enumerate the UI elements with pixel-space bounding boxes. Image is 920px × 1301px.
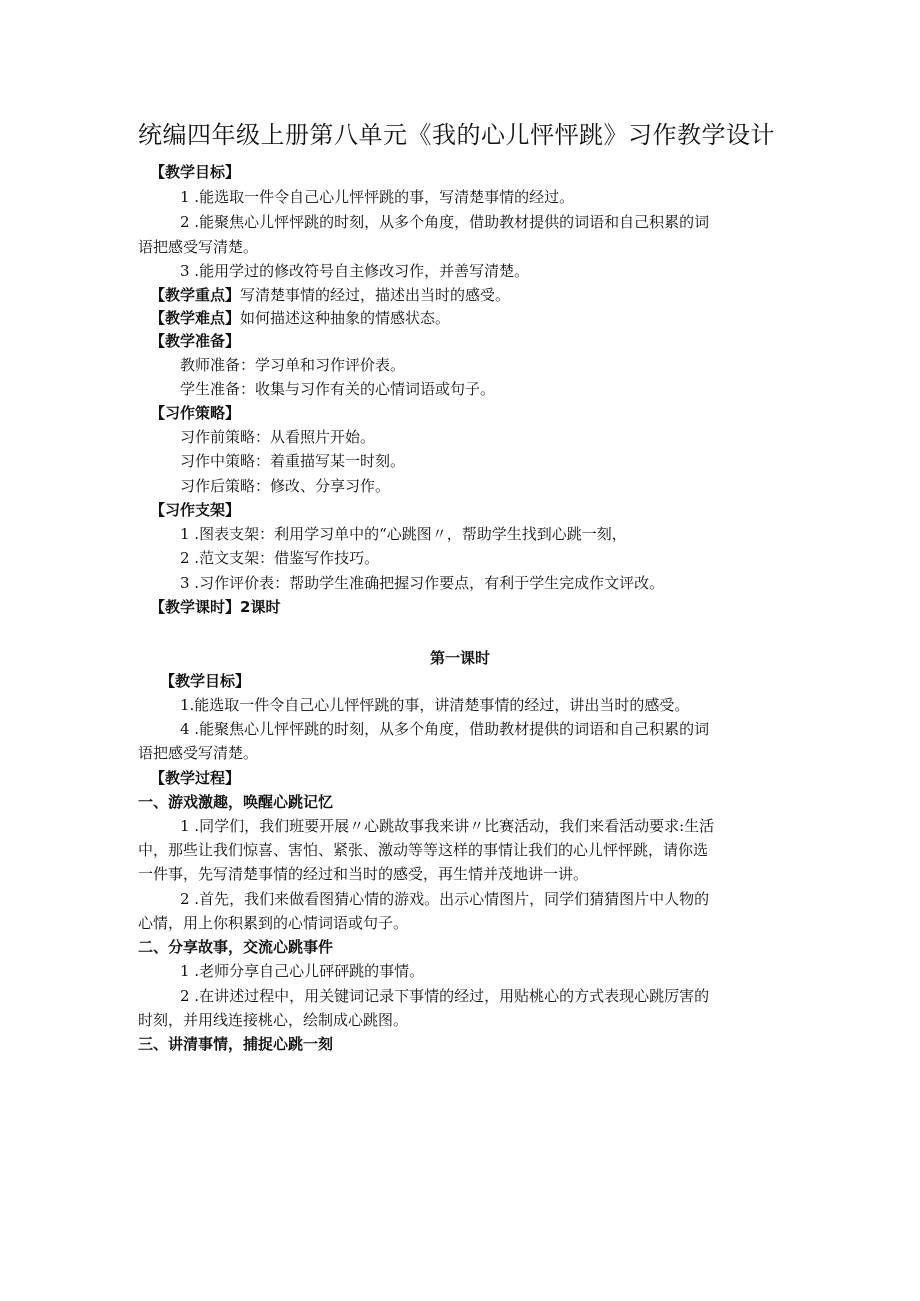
- objectives-heading: 【教学目标】: [150, 163, 241, 181]
- scaffold-item: 2 .范文支架：借鉴写作技巧。: [180, 549, 380, 567]
- section2-line: 时刻，并用线连接桃心，绘制成心跳图。: [138, 1011, 409, 1029]
- objective-item: 3 .能用学过的修改符号自主修改习作，并善写清楚。: [180, 262, 530, 280]
- preparation-heading: 【教学准备】: [150, 332, 241, 350]
- lesson1-objectives-heading: 【教学目标】: [160, 672, 251, 690]
- strategy-item: 习作前策略：从看照片开始。: [180, 428, 376, 446]
- preparation-item: 学生准备：收集与习作有关的心情词语或句子。: [180, 380, 496, 398]
- preparation-item: 教师准备：学习单和习作评价表。: [180, 356, 406, 374]
- section2-line: 1 .老师分享自己心儿砰砰跳的事情。: [180, 962, 425, 980]
- section1-line: 1 .同学们，我们班要开展〃心跳故事我来讲〃比赛活动，我们来看活动要求:生活: [180, 817, 715, 835]
- lesson1-heading: 第一课时: [429, 649, 490, 667]
- lesson1-objective-item: 4 .能聚焦心儿怦怦跳的时刻，从多个角度，借助教材提供的词语和自己积累的词: [180, 720, 710, 738]
- lesson1-objective-item: 1.能选取一件令自己心儿怦怦跳的事，讲清楚事情的经过，讲出当时的感受。: [180, 696, 690, 714]
- difficulty-label: 【教学难点】: [150, 309, 241, 327]
- section1-line: 心情，用上你积累到的心情词语或句子。: [138, 914, 409, 932]
- section1-line: 中，那些让我们惊喜、害怕、紧张、激动等等这样的事情让我们的心儿怦怦跳，请你选: [138, 841, 709, 859]
- objective-item: 2 .能聚焦心儿怦怦跳的时刻，从多个角度，借助教材提供的词语和自己积累的词: [180, 213, 710, 231]
- difficulty-text: 如何描述这种抽象的情感状态。: [240, 309, 451, 327]
- section2-line: 2 .在讲述过程中，用关键词记录下事情的经过，用贴桃心的方式表现心跳厉害的: [180, 987, 710, 1005]
- objective-item: 1 .能选取一件令自己心儿怦怦跳的事，写清楚事情的经过。: [180, 188, 575, 206]
- objective-item-continued: 语把感受写清楚。: [138, 238, 259, 256]
- key-point-label: 【教学重点】: [150, 286, 241, 304]
- scaffold-item: 1 .图表支架：利用学习单中的“心跳图〃，帮助学生找到心跳一刻，: [180, 525, 627, 543]
- section1-heading: 一、游戏激趣，唤醒心跳记忆: [138, 793, 334, 811]
- document-title: 统编四年级上册第八单元《我的心儿怦怦跳》习作教学设计: [138, 121, 775, 149]
- key-point: [150, 283, 510, 307]
- strategy-item: 习作后策略：修改、分享习作。: [180, 477, 391, 495]
- section2-heading: 二、分享故事，交流心跳事件: [138, 938, 334, 956]
- lesson1-objective-item-continued: 语把感受写清楚。: [138, 744, 259, 762]
- strategy-item: 习作中策略：着重描写某一时刻。: [180, 452, 406, 470]
- class-hours: 【教学课时】2课时: [150, 598, 281, 616]
- process-heading: 【教学过程】: [150, 769, 241, 787]
- key-point-text: 写清楚事情的经过，描述出当时的感受。: [240, 286, 511, 304]
- difficulty: [150, 306, 450, 330]
- section1-line: 2 .首先，我们来做看图猜心情的游戏。出示心情图片，同学们猜猜图片中人物的: [180, 890, 710, 908]
- scaffold-heading: 【习作支架】: [150, 501, 241, 519]
- section1-line: 一件事，先写清楚事情的经过和当时的感受，再生情并茂地讲一讲。: [138, 865, 589, 883]
- strategy-heading: 【习作策略】: [150, 404, 241, 422]
- section3-heading: 三、讲清事情，捕捉心跳一刻: [138, 1035, 334, 1053]
- scaffold-item: 3 .习作评价表：帮助学生准确把握习作要点，有利于学生完成作文评改。: [180, 574, 665, 592]
